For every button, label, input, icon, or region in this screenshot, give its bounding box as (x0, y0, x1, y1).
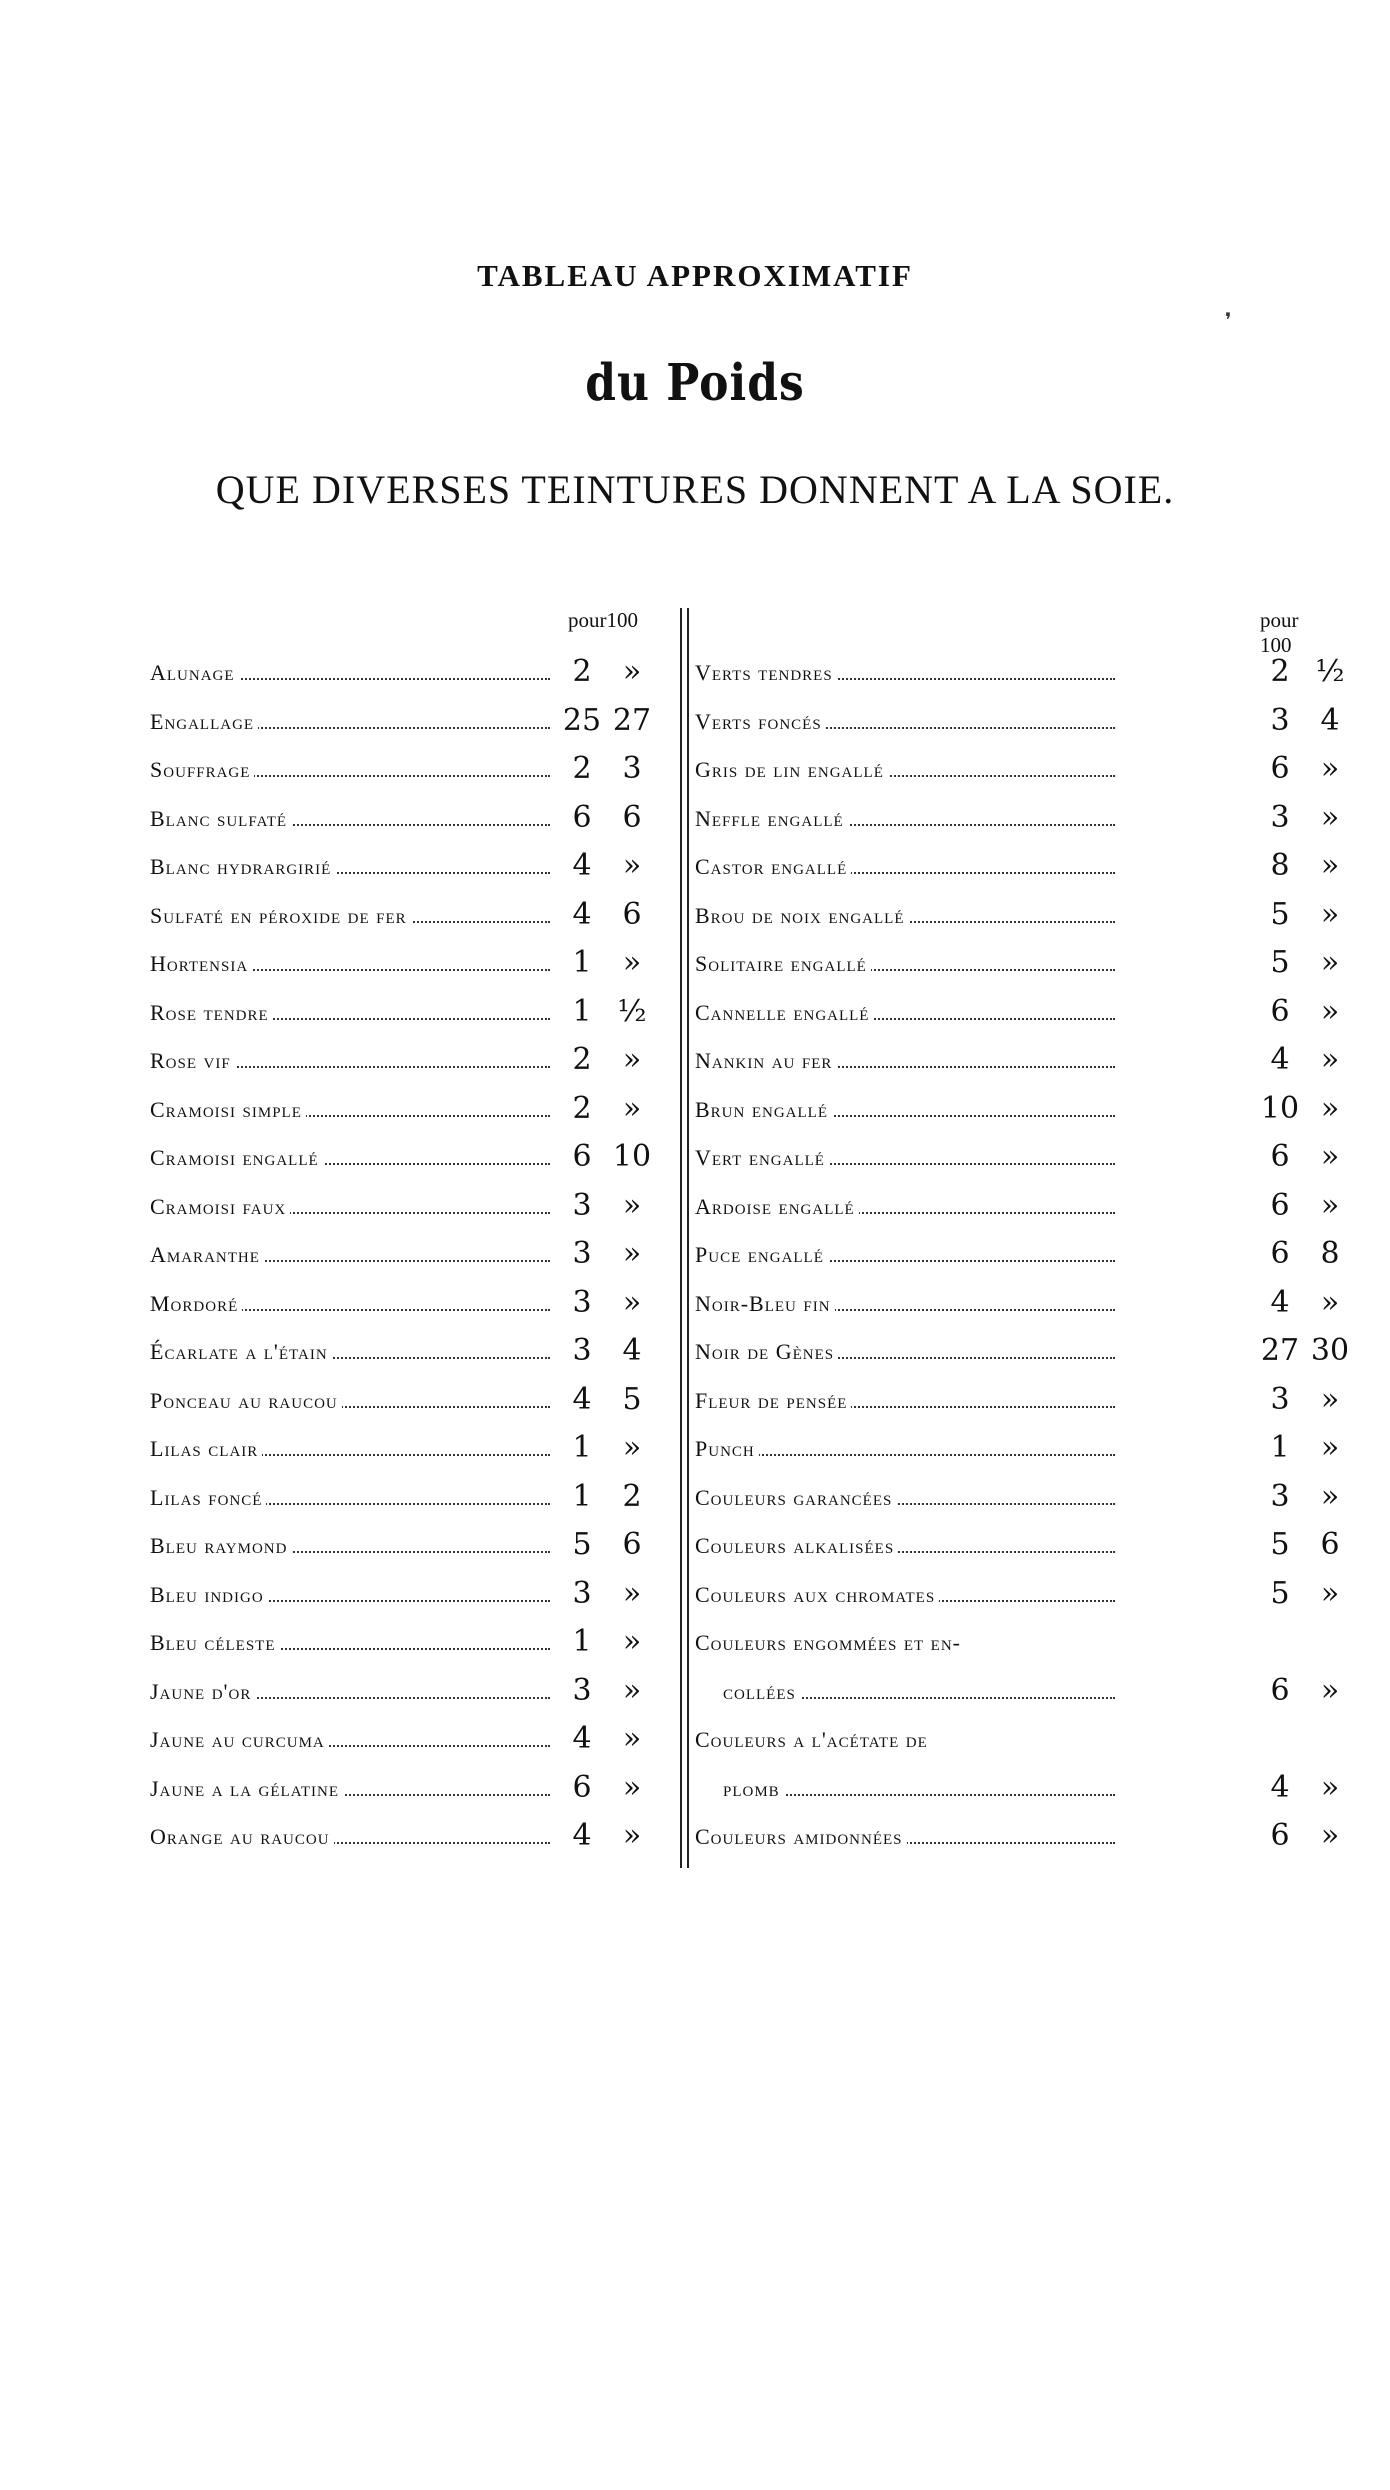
row-label-text: Engallage (150, 709, 258, 734)
row-value-max: » (1320, 1284, 1340, 1320)
row-value-min: 6 (1270, 1187, 1290, 1223)
subtitle-description: QUE DIVERSES TEINTURES DONNENT A LA SOIE. (215, 467, 1175, 512)
row-value-min: 1 (572, 1624, 592, 1659)
row-value-max: » (1320, 1187, 1340, 1223)
table-row (695, 1042, 1340, 1091)
row-label-text: Jaune a la gélatine (150, 1776, 343, 1801)
row-label-text: Noir de Gènes (695, 1339, 838, 1364)
row-label (695, 1436, 1115, 1462)
row-label-text: Amaranthe (150, 1242, 264, 1267)
row-label-text: Blanc sulfaté (150, 806, 291, 831)
table-row (150, 1527, 670, 1576)
row-label (150, 903, 550, 929)
row-value-min: 3 (572, 1333, 592, 1368)
row-label (695, 1339, 1115, 1365)
row-label (150, 1630, 550, 1656)
table-row (695, 1381, 1340, 1431)
table-row (695, 654, 1345, 703)
row-value-min: 3 (572, 1575, 592, 1611)
row-value-min: 6 (1270, 993, 1290, 1029)
row-value-max: 8 (1320, 1236, 1340, 1271)
row-value-max: » (622, 1769, 642, 1805)
row-value-max: » (1320, 1381, 1340, 1417)
row-value-max: » (1320, 1575, 1340, 1611)
row-value-min: 4 (572, 1818, 592, 1853)
row-value-max: 5 (622, 1381, 642, 1417)
row-label-text: Brou de noix engallé (695, 903, 908, 928)
table-row (150, 945, 670, 994)
subtitle-du-poids: du Poids (585, 354, 805, 413)
table-row (150, 1236, 670, 1285)
row-value-min: 8 (1270, 848, 1290, 883)
row-value-max: » (622, 1042, 642, 1077)
row-value-max: » (622, 1236, 642, 1271)
row-label-text: Couleurs alkalisées (695, 1533, 898, 1558)
row-label-text: Orange au raucou (150, 1824, 334, 1849)
row-label-text: Solitaire engallé (695, 951, 871, 976)
row-value-min: 6 (1270, 1236, 1290, 1271)
table-row (150, 1673, 670, 1722)
row-label (150, 1824, 550, 1850)
row-value-max: 3 (622, 751, 642, 786)
row-label-text: Alunage (150, 660, 239, 685)
row-label (695, 854, 1115, 880)
row-value-min: 3 (1270, 1478, 1290, 1514)
table-row (150, 848, 670, 897)
row-value-min: 3 (572, 1236, 592, 1271)
table-row (150, 1624, 670, 1673)
table-row (695, 1187, 1340, 1237)
row-label (150, 1533, 550, 1559)
row-value-min: 4 (572, 848, 592, 883)
table-row (695, 1236, 1340, 1285)
right-unit-header: pour 100 (1260, 608, 1299, 657)
row-value-max: » (1320, 751, 1340, 786)
row-label-line1: Couleurs a l'acétate de (695, 1727, 928, 1752)
row-value-min: 2 (572, 751, 592, 786)
table-row-continuation (695, 1721, 1230, 1770)
row-value-max: 4 (1320, 702, 1340, 738)
row-value-min: 1 (572, 945, 592, 980)
row-label-text: plomb (723, 1776, 784, 1801)
row-label (150, 1679, 550, 1705)
row-value-max: » (1320, 848, 1340, 883)
row-label (150, 1485, 550, 1511)
row-value-min: 5 (1270, 945, 1290, 980)
row-label-text: Vert engallé (695, 1145, 829, 1170)
row-value-max: » (1320, 1042, 1340, 1077)
row-value-min: 1 (572, 1430, 592, 1465)
table-row (695, 1818, 1340, 1867)
table-row (150, 1382, 670, 1431)
row-value-max: ½ (617, 993, 647, 1029)
row-label (150, 1097, 550, 1123)
row-value-min: 3 (572, 1187, 592, 1223)
row-value-min: 6 (572, 799, 592, 835)
row-label (150, 1242, 550, 1268)
table-row (695, 1333, 1350, 1382)
row-value-max: 2 (622, 1478, 642, 1514)
row-label-text: collées (723, 1679, 800, 1704)
row-label-text: Rose vif (150, 1048, 235, 1073)
row-label-text: Mordoré (150, 1291, 242, 1316)
column-divider (680, 608, 689, 1868)
row-label (695, 806, 1115, 832)
row-label (695, 1048, 1115, 1074)
row-value-min: 3 (572, 1672, 592, 1708)
table-row (150, 1770, 670, 1819)
row-label-text: Noir-Bleu fin (695, 1291, 835, 1316)
row-value-min: 1 (572, 1478, 592, 1514)
row-label-text: Ponceau au raucou (150, 1388, 342, 1413)
row-label-text: Nankin au fer (695, 1048, 836, 1073)
row-label-text: Verts foncés (695, 709, 826, 734)
row-label (695, 1291, 1115, 1317)
table-row (695, 1478, 1340, 1528)
row-label (150, 1000, 550, 1026)
left-unit-header: pour100 (568, 608, 638, 632)
row-value-max: » (622, 1284, 642, 1320)
row-label-text: Souffrage (150, 757, 254, 782)
row-value-max: 27 (612, 702, 652, 738)
row-label (695, 1194, 1115, 1220)
row-value-max: » (1320, 1818, 1340, 1853)
row-value-max: » (1320, 1672, 1340, 1708)
row-label-text: Cannelle engallé (695, 1000, 873, 1025)
row-label (150, 1048, 550, 1074)
table-row (150, 1285, 670, 1334)
row-value-max: » (622, 654, 642, 689)
row-label (723, 1679, 1115, 1705)
row-value-min: 4 (572, 1381, 592, 1417)
table-row (695, 1284, 1340, 1334)
row-label (150, 1582, 550, 1608)
row-value-min: 4 (1270, 1769, 1290, 1805)
row-value-min: 2 (572, 1090, 592, 1126)
row-value-max: 6 (622, 896, 642, 932)
table-row (695, 1769, 1340, 1819)
table-row (150, 1091, 670, 1140)
row-value-max: » (622, 1187, 642, 1223)
row-value-min: 5 (572, 1527, 592, 1562)
row-value-max: » (622, 1430, 642, 1465)
row-value-max: » (1320, 1430, 1340, 1465)
row-label-text: Punch (695, 1436, 759, 1461)
row-label-text: Lilas clair (150, 1436, 262, 1461)
table-row (695, 945, 1340, 994)
row-label (150, 1339, 550, 1365)
row-label-text: Fleur de pensée (695, 1388, 851, 1413)
row-label-text: Rose tendre (150, 1000, 273, 1025)
row-value-min: 3 (1270, 1381, 1290, 1417)
row-value-min: 5 (1270, 1527, 1290, 1562)
row-value-min: 3 (1270, 702, 1290, 738)
row-value-min: 25 (562, 702, 602, 738)
row-label (695, 1582, 1115, 1608)
table-row (695, 993, 1340, 1043)
row-label (695, 709, 1115, 735)
row-label (723, 1776, 1115, 1802)
row-value-max: ½ (1315, 654, 1345, 689)
row-label-text: Couleurs aux chromates (695, 1582, 939, 1607)
table-row (695, 1430, 1340, 1479)
row-value-max: 6 (1320, 1527, 1340, 1562)
margin-mark: ❜ (1225, 308, 1232, 332)
row-value-min: 4 (1270, 1042, 1290, 1077)
row-label (150, 660, 550, 686)
row-label (150, 1388, 550, 1414)
row-label (695, 757, 1115, 783)
row-label (150, 1145, 550, 1171)
row-label-text: Jaune d'or (150, 1679, 255, 1704)
row-label (150, 1776, 550, 1802)
weight-table (150, 608, 1350, 1868)
row-value-min: 1 (572, 993, 592, 1029)
right-rows (695, 654, 1350, 1867)
row-value-max: » (622, 1818, 642, 1853)
table-row (150, 1479, 670, 1528)
table-row (150, 1139, 670, 1188)
row-label (150, 709, 550, 735)
row-value-min: 2 (1270, 654, 1290, 689)
row-label (150, 1436, 550, 1462)
row-value-max: » (1320, 1478, 1340, 1514)
row-label (695, 1485, 1115, 1511)
row-value-min: 2 (572, 654, 592, 689)
row-value-min: 4 (572, 896, 592, 932)
row-label-text: Écarlate a l'étain (150, 1339, 332, 1364)
row-value-min: 5 (1270, 896, 1290, 932)
row-label (695, 1145, 1115, 1171)
row-value-min: 6 (572, 1769, 592, 1805)
row-label (150, 951, 550, 977)
row-label (695, 951, 1115, 977)
row-value-min: 6 (1270, 1139, 1290, 1174)
row-value-max: » (1320, 993, 1340, 1029)
row-value-max: 6 (622, 1527, 642, 1562)
table-row (695, 1527, 1340, 1576)
table-row (150, 1430, 670, 1479)
row-value-min: 2 (572, 1042, 592, 1077)
row-label-text: Couleurs amidonnées (695, 1824, 907, 1849)
row-label-text: Brun engallé (695, 1097, 832, 1122)
row-value-min: 3 (1270, 799, 1290, 835)
row-label-text: Cramoisi simple (150, 1097, 306, 1122)
row-value-max: » (1320, 799, 1340, 835)
row-label-text: Puce engallé (695, 1242, 828, 1267)
row-value-max: » (1320, 1769, 1340, 1805)
row-label (695, 1388, 1115, 1414)
row-value-max: 4 (622, 1333, 642, 1368)
row-label-text: Hortensia (150, 951, 252, 976)
table-row (695, 1090, 1340, 1140)
row-label-text: Gris de lin engallé (695, 757, 888, 782)
table-row (150, 1721, 670, 1770)
row-label (150, 854, 550, 880)
table-row (695, 1139, 1340, 1188)
row-label (695, 1242, 1115, 1268)
table-row (150, 654, 670, 703)
row-label-text: Cramoisi faux (150, 1194, 290, 1219)
table-row (150, 703, 670, 752)
row-label (695, 660, 1115, 686)
row-label (150, 1727, 550, 1753)
row-label-line1: Couleurs engommées et en- (695, 1630, 961, 1655)
row-label-text: Bleu indigo (150, 1582, 268, 1607)
row-label (695, 1000, 1115, 1026)
table-row (150, 800, 670, 849)
row-value-min: 3 (572, 1284, 592, 1320)
row-value-max: » (622, 945, 642, 980)
row-label-text: Sulfaté en péroxide de fer (150, 903, 411, 928)
row-label (150, 1194, 550, 1220)
row-value-max: » (1320, 1139, 1340, 1174)
row-value-max: » (622, 1624, 642, 1659)
row-value-max: » (1320, 945, 1340, 980)
row-value-max: » (622, 1672, 642, 1708)
table-row-continuation (695, 1624, 1230, 1673)
table-title: TABLEAU APPROXIMATIF (477, 258, 913, 293)
row-label-text: Ardoise engallé (695, 1194, 859, 1219)
table-row (695, 1672, 1340, 1722)
row-value-max: 6 (622, 799, 642, 835)
row-label-text: Verts tendres (695, 660, 837, 685)
row-value-min: 27 (1260, 1333, 1300, 1368)
row-value-max: » (622, 1721, 642, 1756)
row-label-text: Neffle engallé (695, 806, 848, 831)
row-label (695, 1097, 1115, 1123)
row-value-min: 6 (1270, 1818, 1290, 1853)
row-value-max: » (622, 848, 642, 883)
table-row (150, 1188, 670, 1237)
row-value-min: 10 (1260, 1090, 1300, 1126)
row-value-max: » (622, 1575, 642, 1611)
row-value-max: 30 (1310, 1333, 1350, 1368)
row-label-text: Couleurs garancées (695, 1485, 896, 1510)
row-label (695, 903, 1115, 929)
table-row (695, 896, 1340, 946)
table-row (150, 1818, 670, 1867)
row-value-max: » (622, 1090, 642, 1126)
table-row (695, 799, 1340, 849)
row-label-text: Castor engallé (695, 854, 851, 879)
table-row (695, 702, 1340, 752)
row-label-text: Blanc hydrargirié (150, 854, 335, 879)
table-row (150, 1333, 670, 1382)
table-row (695, 848, 1340, 897)
table-row (150, 751, 670, 800)
table-row (695, 1575, 1340, 1625)
row-label (150, 1291, 550, 1317)
row-value-min: 1 (1270, 1430, 1290, 1465)
table-row (695, 751, 1340, 800)
table-row (150, 897, 670, 946)
row-value-min: 6 (1270, 751, 1290, 786)
row-value-min: 6 (1270, 1672, 1290, 1708)
row-label-text: Bleu céleste (150, 1630, 280, 1655)
row-value-min: 6 (572, 1139, 592, 1174)
row-value-min: 4 (1270, 1284, 1290, 1320)
table-row (150, 994, 670, 1043)
left-rows (150, 654, 670, 1867)
row-value-min: 4 (572, 1721, 592, 1756)
row-value-max: » (1320, 896, 1340, 932)
row-value-min: 5 (1270, 1575, 1290, 1611)
row-value-max: 10 (612, 1139, 652, 1174)
row-value-max: » (1320, 1090, 1340, 1126)
row-label (150, 757, 550, 783)
row-label (695, 1533, 1115, 1559)
row-label (695, 1824, 1115, 1850)
row-label-text: Lilas foncé (150, 1485, 266, 1510)
row-label-text: Cramoisi engallé (150, 1145, 323, 1170)
table-row (150, 1042, 670, 1091)
row-label-text: Bleu raymond (150, 1533, 291, 1558)
table-row (150, 1576, 670, 1625)
row-label-text: Jaune au curcuma (150, 1727, 329, 1752)
row-label (150, 806, 550, 832)
